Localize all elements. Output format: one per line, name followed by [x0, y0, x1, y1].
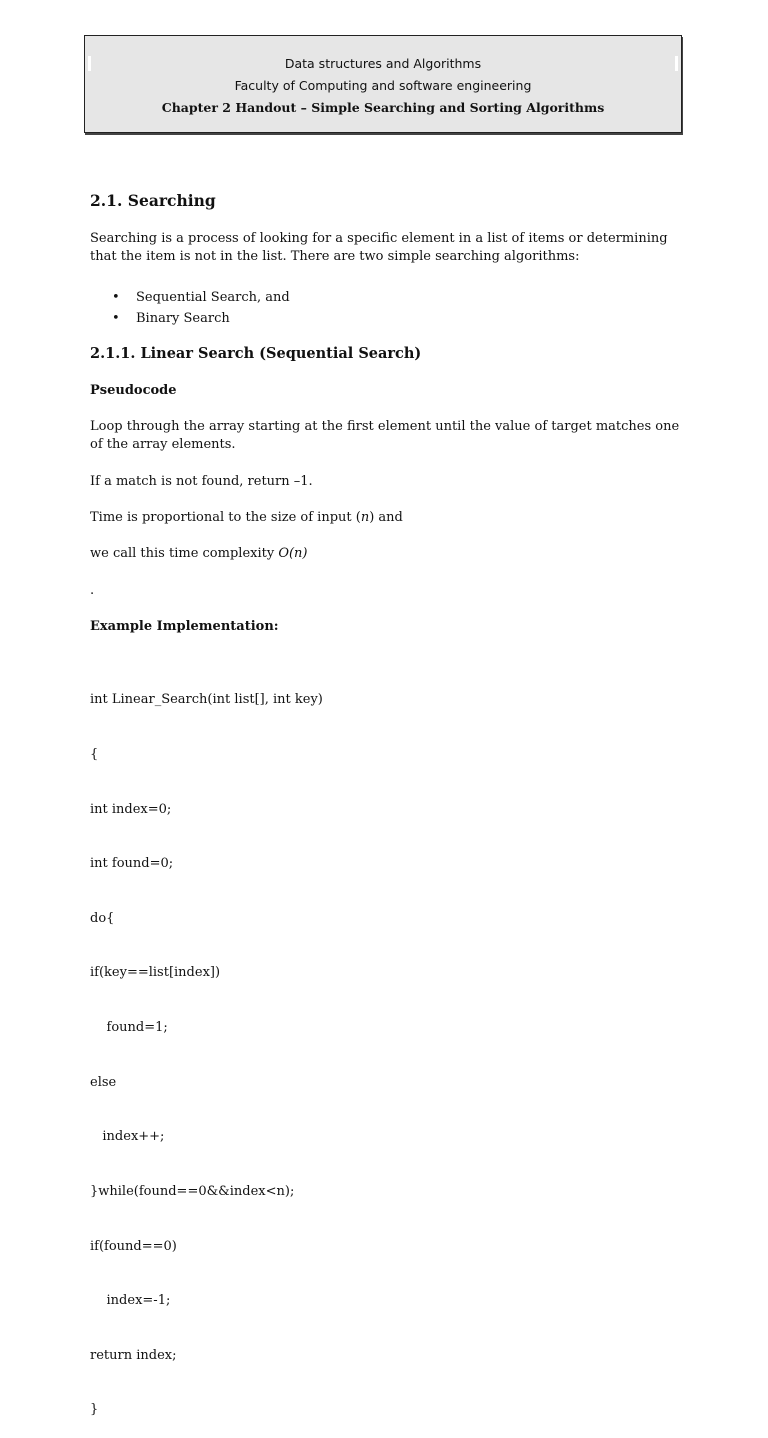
text-segment: we call this time complexity [90, 546, 279, 561]
text-segment: ) and [369, 510, 403, 525]
list-item: • Sequential Search, and [110, 287, 290, 308]
code-line: index=-1; [90, 1293, 171, 1309]
stray-period: . [90, 583, 95, 598]
input-size-variable: n [360, 510, 370, 525]
list-item: • Binary Search [110, 308, 290, 329]
not-found-paragraph: If a match is not found, return –1. [90, 474, 313, 489]
chapter-title: Chapter 2 Handout – Simple Searching and Sorting Algorithms [161, 100, 605, 115]
code-line: found=1; [90, 1020, 168, 1036]
search-algorithm-list [110, 287, 290, 329]
big-o-notation: O(n) [278, 546, 308, 561]
time-complexity-paragraph [90, 545, 308, 563]
faculty-name: Faculty of Computing and software engineering [234, 78, 532, 93]
example-heading: Example Implementation: [90, 619, 279, 634]
code-line: int index=0; [90, 801, 172, 817]
code-line: else [90, 1074, 117, 1090]
pseudocode-heading: Pseudocode [90, 383, 177, 398]
text-segment: Time is proportional to the size of input ( [90, 510, 361, 525]
code-line: return index; [90, 1347, 177, 1363]
code-line: int found=0; [90, 856, 174, 872]
code-line: }while(found==0&&index<n); [90, 1183, 295, 1199]
section-heading: 2.1. Searching [90, 191, 216, 210]
code-line: { [90, 747, 99, 763]
subsection-heading: 2.1.1. Linear Search (Sequential Search) [90, 345, 422, 362]
code-line: if(found==0) [90, 1238, 177, 1254]
time-proportional-paragraph [90, 509, 403, 527]
code-line: index++; [90, 1129, 165, 1145]
pseudocode-paragraph: Loop through the array starting at the first element until the value of target matches one of the array elements. [90, 419, 680, 452]
handout-header [84, 35, 682, 133]
code-line: } [90, 1402, 99, 1418]
code-line: do{ [90, 910, 115, 926]
course-title: Data structures and Algorithms [284, 56, 482, 71]
section-intro: Searching is a process of looking for a specific element in a list of items or determining that the item is not in the list. There are two simple searching algorithms: [90, 231, 668, 264]
code-line: if(key==list[index]) [90, 965, 221, 981]
code-listing [90, 655, 323, 1438]
code-line: int Linear_Search(int list[], int key) [90, 692, 323, 708]
